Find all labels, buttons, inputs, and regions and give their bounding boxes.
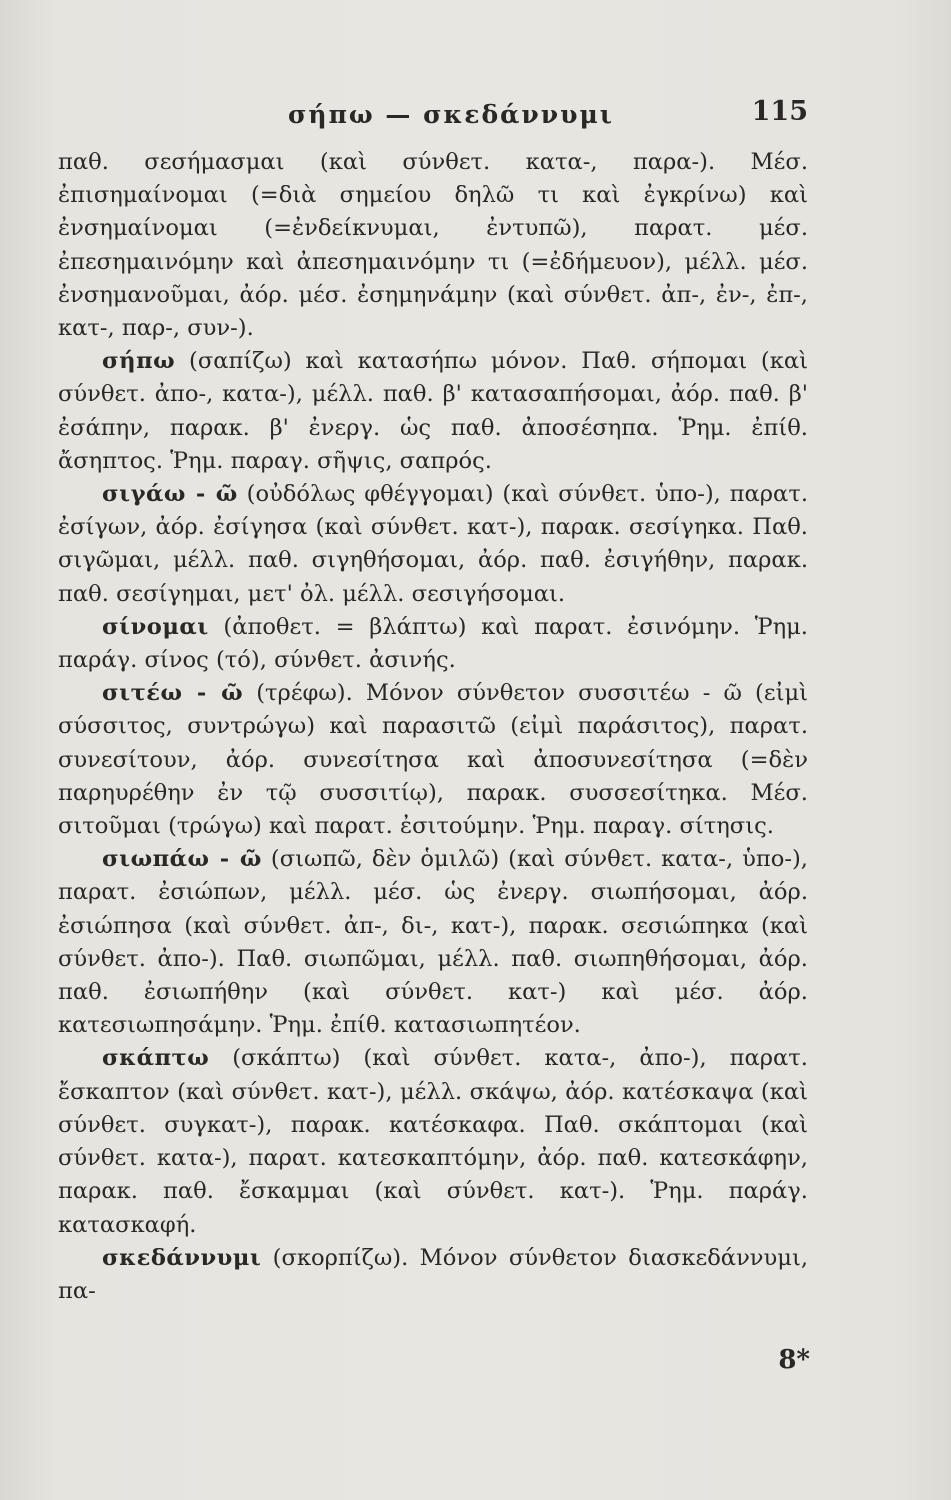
entry-sinomai: [58, 611, 808, 677]
signature-mark: 8*: [778, 1345, 810, 1375]
entry-siopao: [58, 843, 808, 1042]
entry-headword: σιγάω - ῶ: [102, 481, 238, 508]
entry-headword: σκεδάννυμι: [102, 1244, 262, 1271]
entry-text: (σκάπτω) (καὶ σύνθετ. κατα-, ἀπο-), παρατ. ἔσκαπτον (καὶ σύνθετ. κατ-), μέλλ. σκάψω, ἀόρ. κατέσκαψα (καὶ σύνθετ. συγκατ-), παρακ. κατέσκαφα. Παθ. σκάπτομαι (καὶ σύνθετ. κατα-), παρατ. κατεσκαπτόμην, ἀόρ. παθ. κατεσκάφην, παρακ. παθ. ἔσκαμμαι (καὶ σύνθετ. κατ-). Ῥημ. παράγ. κατασκαφή.: [58, 1045, 808, 1238]
entry-headword: σίνομαι: [102, 613, 209, 640]
dictionary-text: [58, 146, 808, 1308]
entry-headword: σήπω: [102, 348, 176, 375]
entry-text: (ἀποθετ. = βλάπτω) καὶ παρατ. ἐσινόμην. Ῥημ. παράγ. σίνος (τό), σύνθετ. ἀσινής.: [58, 613, 808, 674]
entry-text: (σκορπίζω). Μόνον σύνθετον διασκεδάννυμι, πα-: [58, 1244, 808, 1304]
entry-headword: σκάπτω: [102, 1045, 210, 1072]
entry-headword: σιτέω - ῶ: [102, 680, 244, 707]
page-number: 115: [751, 96, 808, 127]
entry-text: (σιωπῶ, δὲν ὁμιλῶ) (καὶ σύνθετ. κατα-, ὑπο-), παρατ. ἐσιώπων, μέλλ. μέσ. ὡς ἐνεργ. σιωπήσομαι, ἀόρ. ἐσιώπησα (καὶ σύνθετ. ἀπ-, δι-, κατ-), παρακ. σεσιώπηκα (καὶ σύνθετ. ἀπο-). Παθ. σιωπῶμαι, μέλλ. παθ. σιωπηθήσομαι, ἀόρ. παθ. ἐσιωπήθην (καὶ σύνθετ. κατ-) καὶ μέσ. ἀόρ. κατεσιωπησάμην. Ῥημ. ἐπίθ. κατασιωπητέον.: [58, 846, 808, 1039]
entry-text: παθ. σεσήμασμαι (καὶ σύνθετ. κατα-, παρα-). Μέσ. ἐπισημαίνομαι (=διὰ σημείου δηλῶ τι καὶ ἐγκρίνω) καὶ ἐνσημαίνομαι (=ἐνδείκνυμαι, ἐντυπῶ), παρατ. μέσ. ἐπεσημαινόμην καὶ ἀπεσημαινόμην τι (=ἐδήμευον), μέλλ. μέσ. ἐνσημανοῦμαι, ἀόρ. μέσ. ἐσημηνάμην (καὶ σύνθετ. ἀπ-, ἐν-, ἐπ-, κατ-, παρ-, συν-).: [58, 149, 808, 342]
entry-text: (οὐδόλως φθέγγομαι) (καὶ σύνθετ. ὑπο-), παρατ. ἐσίγων, ἀόρ. ἐσίγησα (καὶ σύνθετ. κατ-), παρακ. σεσίγηκα. Παθ. σιγῶμαι, μέλλ. παθ. σιγηθήσομαι, ἀόρ. παθ. ἐσιγήθην, παρακ. παθ. σεσίγημαι, μετ' ὀλ. μέλλ. σεσιγήσομαι.: [58, 481, 808, 607]
entry-headword: σιωπάω - ῶ: [102, 846, 262, 873]
entry-skedannymi: [58, 1242, 808, 1308]
entry-continuation: [58, 146, 808, 345]
entry-sepo: [58, 345, 808, 478]
page-footer: [58, 1345, 808, 1385]
entry-skapto: [58, 1042, 808, 1241]
entry-sigao: [58, 478, 808, 611]
running-head: σήπω — σκεδάννυμι: [288, 100, 614, 129]
entry-siteo: [58, 677, 808, 843]
page-header: [58, 96, 808, 132]
entry-text: (σαπίζω) καὶ κατασήπω μόνον. Παθ. σήπομαι (καὶ σύνθετ. ἀπο-, κατα-), μέλλ. παθ. β' κατασαπήσομαι, ἀόρ. παθ. β' ἐσάπην, παρακ. β' ἐνεργ. ὡς παθ. ἀποσέσηπα. Ῥημ. ἐπίθ. ἄσηπτος. Ῥημ. παραγ. σῆψις, σαπρός.: [58, 348, 808, 474]
entry-text: (τρέφω). Μόνον σύνθετον συσσιτέω - ῶ (εἰμὶ σύσσιτος, συντρώγω) καὶ παρασιτῶ (εἰμὶ παράσιτος), παρατ. συνεσίτουν, ἀόρ. συνεσίτησα καὶ ἀποσυνεσίτησα (=δὲν παρηυρέθην ἐν τῷ συσσιτίῳ), παρακ. συσσεσίτηκα. Μέσ. σιτοῦμαι (τρώγω) καὶ παρατ. ἐσιτούμην. Ῥημ. παραγ. σίτησις.: [58, 680, 808, 840]
